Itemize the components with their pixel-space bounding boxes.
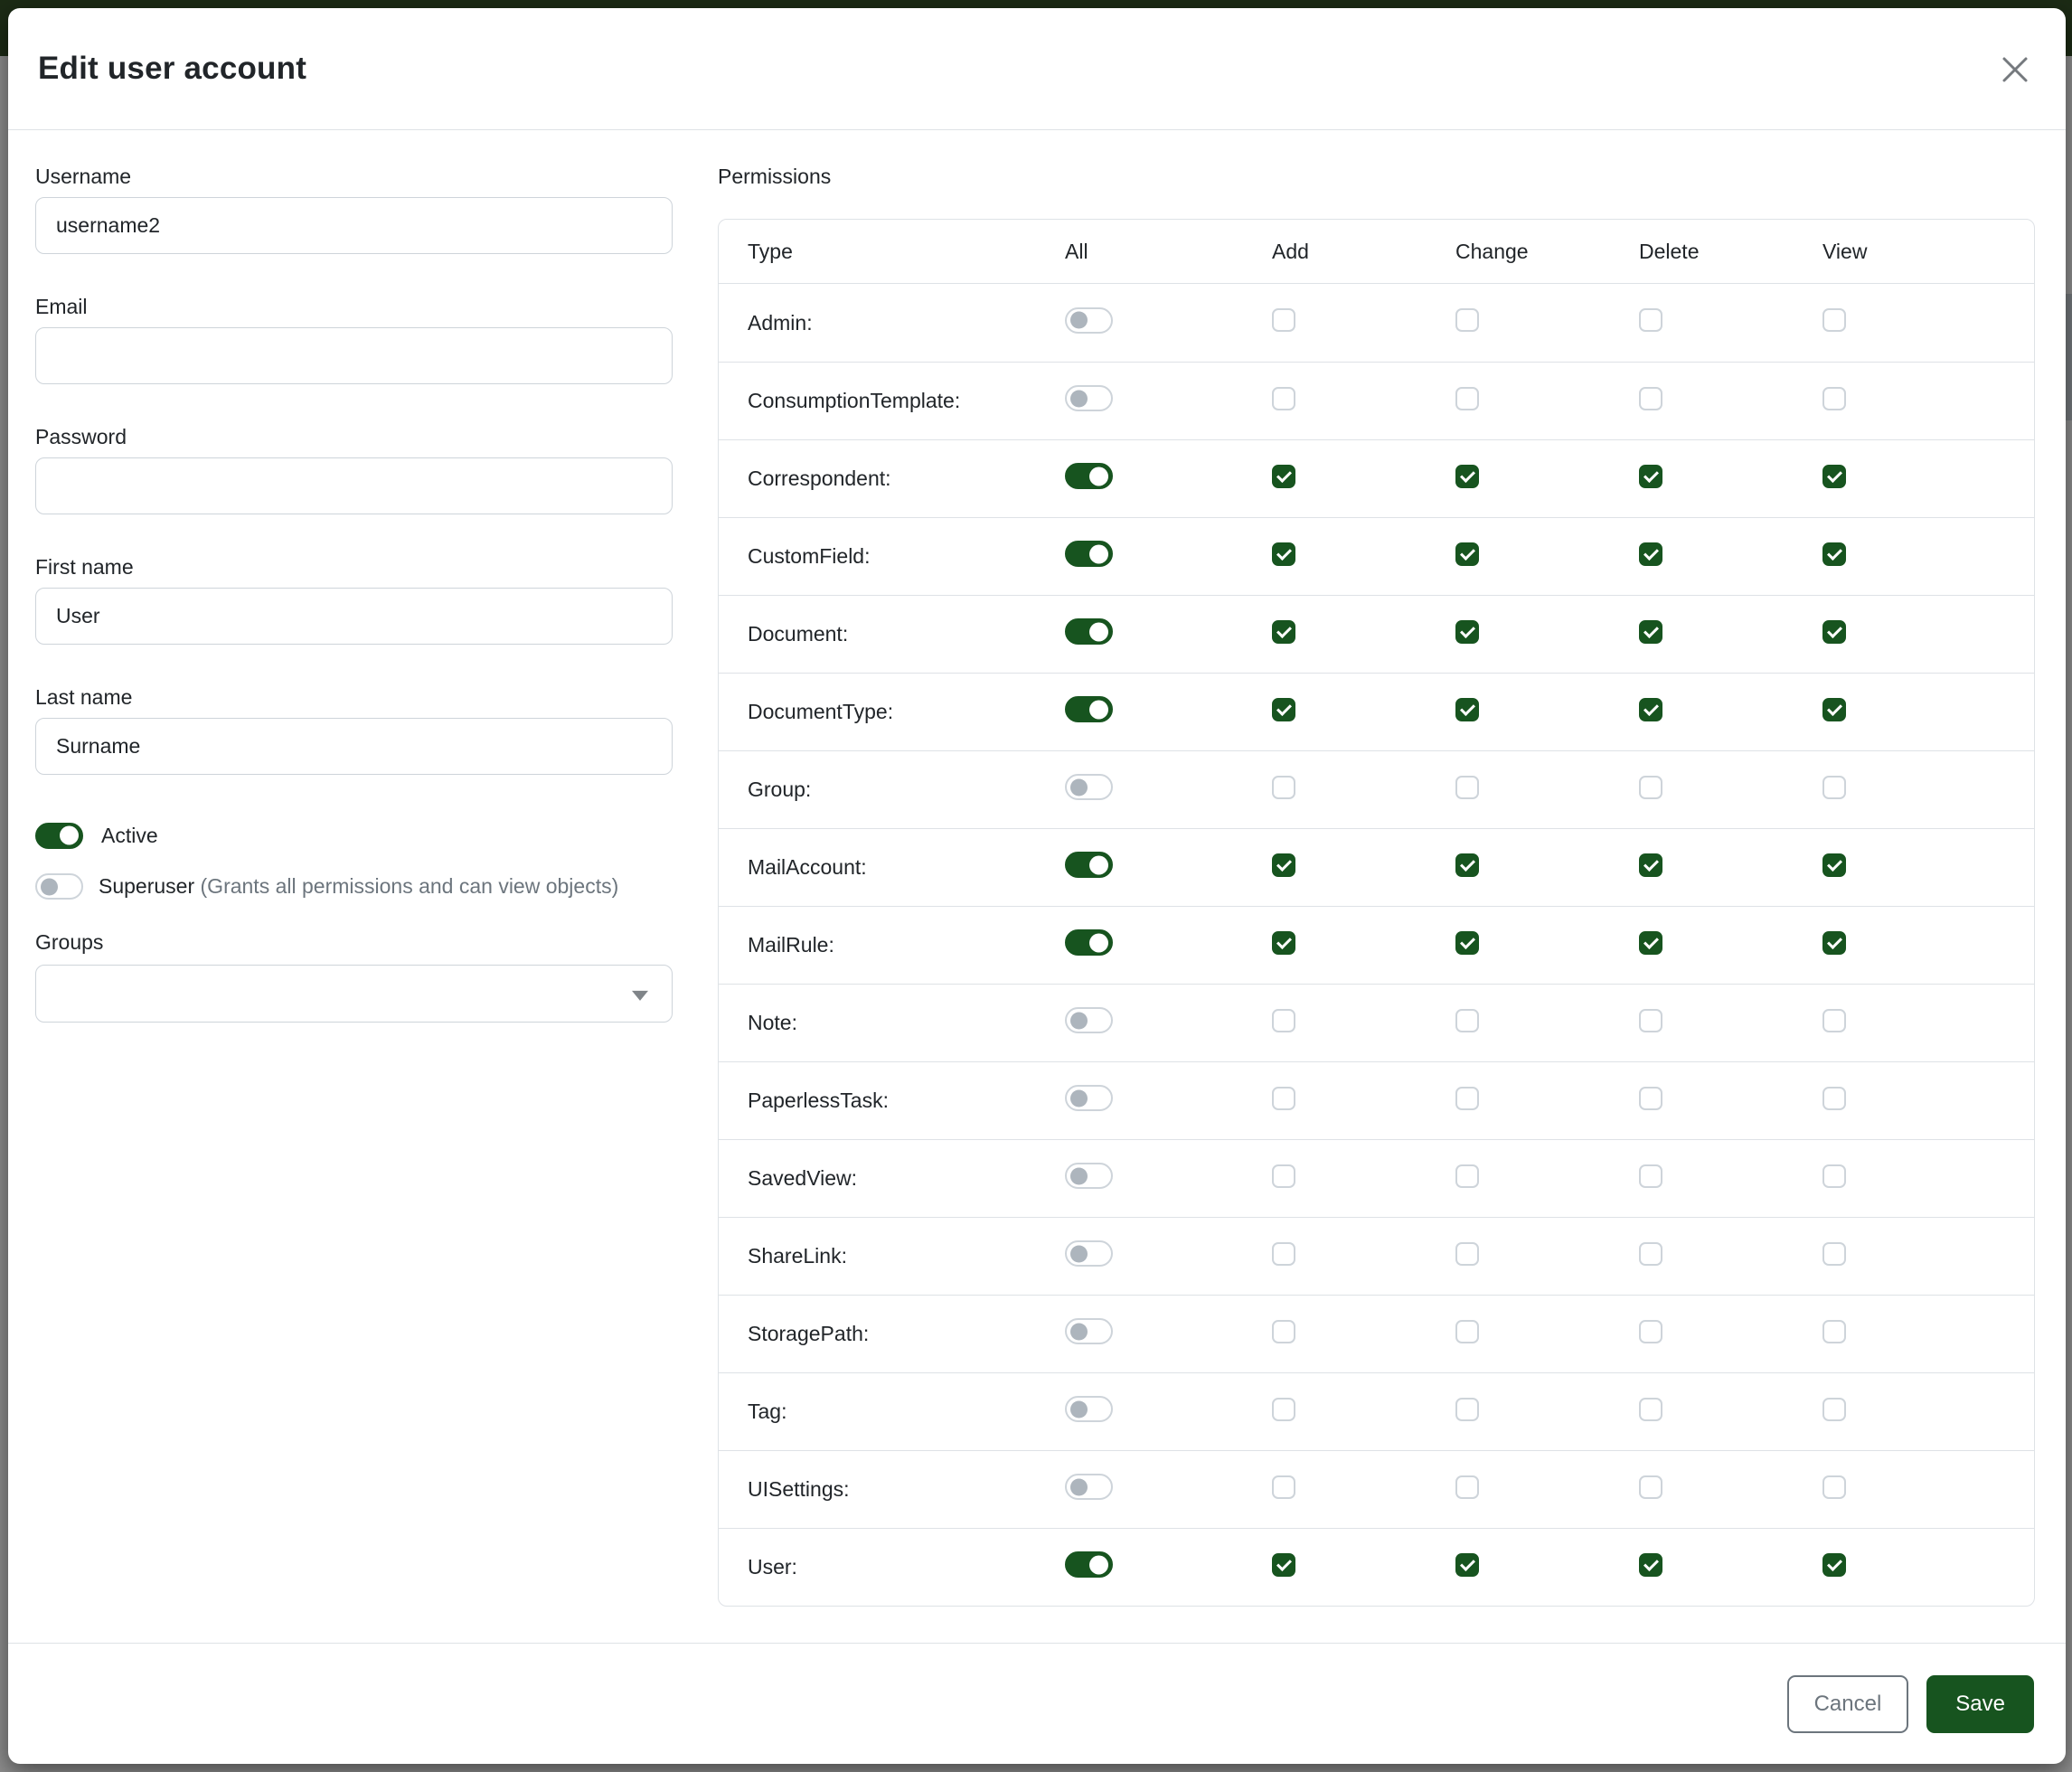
edit-user-modal (8, 8, 2066, 1764)
permission-all-toggle[interactable] (1065, 1163, 1113, 1189)
permission-add-checkbox[interactable] (1272, 1242, 1295, 1266)
groups-group (35, 928, 673, 1023)
permission-row (719, 828, 2034, 906)
permission-all-toggle[interactable] (1065, 929, 1113, 956)
permission-type-label: Correspondent: (748, 467, 891, 490)
permission-type-label: CustomField: (748, 544, 871, 568)
permission-delete-cell (1639, 465, 1822, 494)
permission-all-cell (1065, 1240, 1272, 1272)
permission-delete-checkbox[interactable] (1639, 1475, 1662, 1499)
password-field[interactable] (35, 457, 673, 514)
permission-add-checkbox[interactable] (1272, 387, 1295, 410)
permission-change-cell (1455, 1553, 1639, 1582)
toggle-knob (1070, 1012, 1088, 1029)
permission-delete-cell (1639, 1553, 1822, 1582)
permission-type-label: MailAccount: (748, 855, 867, 879)
toggle-knob (1070, 1167, 1088, 1184)
permission-all-cell (1065, 463, 1272, 495)
permission-change-checkbox[interactable] (1455, 308, 1479, 332)
column-header-all: All (1065, 239, 1088, 263)
toggle-knob (1070, 390, 1088, 407)
permission-view-cell (1822, 1164, 2034, 1193)
permission-change-cell (1455, 931, 1639, 960)
superuser-text (99, 871, 618, 901)
permission-type-label: ShareLink: (748, 1244, 847, 1268)
username-input[interactable] (35, 197, 673, 254)
permission-all-toggle[interactable] (1065, 1318, 1113, 1344)
toggle-knob (1089, 467, 1108, 485)
permission-delete-checkbox[interactable] (1639, 776, 1662, 799)
permission-view-cell (1822, 1320, 2034, 1349)
permission-view-checkbox[interactable] (1822, 1087, 1846, 1110)
permission-change-cell (1455, 1320, 1639, 1349)
toggle-knob (1070, 1478, 1088, 1495)
permission-type-label: SavedView: (748, 1166, 858, 1190)
permission-change-cell (1455, 1398, 1639, 1427)
toggle-knob (1070, 1323, 1088, 1340)
permission-type-label: ConsumptionTemplate: (748, 389, 961, 412)
permission-row (719, 517, 2034, 595)
permission-delete-cell (1639, 853, 1822, 882)
permission-add-cell (1272, 1398, 1455, 1427)
permission-delete-cell (1639, 1398, 1822, 1427)
permission-all-cell (1065, 1474, 1272, 1505)
permission-change-cell (1455, 1242, 1639, 1271)
permission-change-checkbox[interactable] (1455, 853, 1479, 877)
permission-all-toggle[interactable] (1065, 541, 1113, 567)
permission-row (719, 673, 2034, 750)
permission-delete-cell (1639, 698, 1822, 727)
permission-add-cell (1272, 1320, 1455, 1349)
permission-add-checkbox[interactable] (1272, 620, 1295, 644)
permission-change-checkbox[interactable] (1455, 542, 1479, 566)
permission-delete-cell (1639, 1320, 1822, 1349)
username-group (35, 163, 673, 254)
permission-change-cell (1455, 308, 1639, 337)
chevron-down-icon (632, 991, 648, 1001)
permission-row (719, 984, 2034, 1061)
active-row (35, 822, 673, 849)
permission-change-checkbox[interactable] (1455, 1320, 1479, 1343)
permission-view-checkbox[interactable] (1822, 1164, 1846, 1188)
permission-add-checkbox[interactable] (1272, 542, 1295, 566)
permission-view-cell (1822, 853, 2034, 882)
permission-view-cell (1822, 1009, 2034, 1038)
groups-select[interactable] (35, 965, 673, 1023)
toggle-knob (1089, 622, 1108, 641)
permission-row (719, 362, 2034, 439)
permission-delete-checkbox[interactable] (1639, 1398, 1662, 1421)
permission-change-cell (1455, 1164, 1639, 1193)
permission-all-toggle[interactable] (1065, 618, 1113, 645)
permission-row (719, 1450, 2034, 1528)
permission-delete-checkbox[interactable] (1639, 1087, 1662, 1110)
permission-row (719, 906, 2034, 984)
permission-add-cell (1272, 1164, 1455, 1193)
permission-all-toggle[interactable] (1065, 852, 1113, 878)
permission-change-checkbox[interactable] (1455, 1242, 1479, 1266)
permission-add-cell (1272, 308, 1455, 337)
permission-row (719, 1528, 2034, 1606)
permission-all-toggle[interactable] (1065, 696, 1113, 722)
permission-change-checkbox[interactable] (1455, 698, 1479, 721)
email-field[interactable] (35, 327, 673, 384)
permission-add-checkbox[interactable] (1272, 465, 1295, 488)
close-icon (1999, 53, 2031, 86)
permissions-header-row (719, 220, 2034, 284)
permission-change-checkbox[interactable] (1455, 1398, 1479, 1421)
permission-row (719, 1061, 2034, 1139)
permission-change-cell (1455, 698, 1639, 727)
permission-change-cell (1455, 1475, 1639, 1504)
permission-all-cell (1065, 307, 1272, 339)
permission-delete-checkbox[interactable] (1639, 308, 1662, 332)
permission-all-toggle[interactable] (1065, 385, 1113, 411)
permission-all-toggle[interactable] (1065, 307, 1113, 334)
save-button[interactable]: Save (1926, 1675, 2034, 1733)
permission-all-cell (1065, 385, 1272, 417)
permissions-rows (719, 284, 2034, 1606)
groups-label: Groups (35, 930, 104, 954)
permission-view-checkbox[interactable] (1822, 1475, 1846, 1499)
permission-view-checkbox[interactable] (1822, 387, 1846, 410)
permission-add-cell (1272, 853, 1455, 882)
column-header-delete: Delete (1639, 239, 1700, 263)
permission-delete-checkbox[interactable] (1639, 1242, 1662, 1266)
permission-change-cell (1455, 465, 1639, 494)
superuser-label: Superuser (99, 874, 195, 898)
permission-type-label: StoragePath: (748, 1322, 870, 1345)
toggle-knob (1089, 933, 1108, 952)
permission-delete-cell (1639, 1475, 1822, 1504)
permission-change-checkbox[interactable] (1455, 1164, 1479, 1188)
permission-delete-cell (1639, 308, 1822, 337)
permission-view-checkbox[interactable] (1822, 620, 1846, 644)
permission-add-checkbox[interactable] (1272, 931, 1295, 955)
permission-type-label: Tag: (748, 1400, 787, 1423)
permission-change-checkbox[interactable] (1455, 931, 1479, 955)
email-label: Email (35, 295, 88, 318)
permission-row (719, 1217, 2034, 1295)
permission-all-cell (1065, 1163, 1272, 1194)
permission-all-toggle[interactable] (1065, 1085, 1113, 1111)
permission-delete-checkbox[interactable] (1639, 620, 1662, 644)
modal-header (8, 8, 2066, 130)
permission-change-checkbox[interactable] (1455, 1553, 1479, 1577)
first-name-group (35, 553, 673, 645)
permission-change-cell (1455, 542, 1639, 571)
active-label: Active (101, 824, 158, 847)
permission-change-checkbox[interactable] (1455, 776, 1479, 799)
permission-type-label: User: (748, 1555, 797, 1579)
permission-delete-checkbox[interactable] (1639, 1009, 1662, 1032)
permission-change-checkbox[interactable] (1455, 1475, 1479, 1499)
column-header-add: Add (1272, 239, 1309, 263)
user-form (35, 163, 673, 1643)
modal-footer (8, 1643, 2066, 1764)
permission-row (719, 1139, 2034, 1217)
toggle-knob (1089, 1555, 1108, 1574)
toggle-knob (1070, 1400, 1088, 1418)
permission-delete-cell (1639, 1009, 1822, 1038)
permission-delete-checkbox[interactable] (1639, 542, 1662, 566)
toggle-knob (1089, 544, 1108, 563)
permission-delete-checkbox[interactable] (1639, 1164, 1662, 1188)
permission-type-label: Admin: (748, 310, 813, 335)
permission-add-checkbox[interactable] (1272, 1398, 1295, 1421)
permission-view-checkbox[interactable] (1822, 1009, 1846, 1032)
permission-view-cell (1822, 931, 2034, 960)
permission-type-label: PaperlessTask: (748, 1089, 889, 1112)
permission-delete-cell (1639, 776, 1822, 805)
permission-view-cell (1822, 1553, 2034, 1582)
permission-all-cell (1065, 1551, 1272, 1583)
toggle-knob (1070, 1245, 1088, 1262)
permission-delete-checkbox[interactable] (1639, 465, 1662, 488)
permission-type-label: Group: (748, 778, 812, 801)
permission-view-cell (1822, 1242, 2034, 1271)
permission-row (719, 284, 2034, 362)
permission-view-cell (1822, 776, 2034, 805)
permission-add-cell (1272, 698, 1455, 727)
toggle-knob (1089, 700, 1108, 719)
permission-delete-checkbox[interactable] (1639, 698, 1662, 721)
last-name-label: Last name (35, 685, 133, 709)
permission-add-checkbox[interactable] (1272, 1320, 1295, 1343)
permission-change-checkbox[interactable] (1455, 620, 1479, 644)
permission-all-cell (1065, 1007, 1272, 1039)
permission-all-toggle[interactable] (1065, 1474, 1113, 1500)
first-name-label: First name (35, 555, 134, 579)
permissions-table (718, 219, 2035, 1607)
permission-delete-checkbox[interactable] (1639, 1553, 1662, 1577)
permission-all-cell (1065, 696, 1272, 728)
permission-add-cell (1272, 1087, 1455, 1116)
permission-type-label: UISettings: (748, 1477, 850, 1501)
permissions-section-label: Permissions (718, 165, 832, 188)
permission-add-checkbox[interactable] (1272, 1009, 1295, 1032)
permission-add-cell (1272, 1242, 1455, 1271)
permission-delete-cell (1639, 1164, 1822, 1193)
permission-view-checkbox[interactable] (1822, 1398, 1846, 1421)
permission-change-cell (1455, 853, 1639, 882)
permission-change-cell (1455, 1087, 1639, 1116)
permission-all-toggle[interactable] (1065, 774, 1113, 800)
permission-view-checkbox[interactable] (1822, 542, 1846, 566)
permission-change-cell (1455, 776, 1639, 805)
permission-all-cell (1065, 1318, 1272, 1350)
permission-add-cell (1272, 931, 1455, 960)
permission-change-checkbox[interactable] (1455, 1009, 1479, 1032)
first-name-field[interactable] (35, 588, 673, 645)
permission-add-cell (1272, 542, 1455, 571)
last-name-group (35, 683, 673, 775)
permission-add-cell (1272, 620, 1455, 649)
permission-change-cell (1455, 1009, 1639, 1038)
superuser-row (35, 871, 673, 901)
permission-change-checkbox[interactable] (1455, 1087, 1479, 1110)
permission-change-cell (1455, 620, 1639, 649)
permission-view-cell (1822, 698, 2034, 727)
permission-add-cell (1272, 1475, 1455, 1504)
permission-delete-cell (1639, 931, 1822, 960)
cancel-button[interactable]: Cancel (1787, 1675, 1909, 1733)
username-label: Username (35, 165, 132, 188)
column-header-type: Type (748, 239, 793, 263)
permission-all-cell (1065, 618, 1272, 650)
permission-row (719, 750, 2034, 828)
permission-add-cell (1272, 1553, 1455, 1582)
modal-title: Edit user account (38, 51, 307, 86)
permission-delete-cell (1639, 387, 1822, 416)
permission-delete-checkbox[interactable] (1639, 387, 1662, 410)
permission-add-checkbox[interactable] (1272, 853, 1295, 877)
permission-view-cell (1822, 1087, 2034, 1116)
permission-view-cell (1822, 1475, 2034, 1504)
permission-delete-cell (1639, 1242, 1822, 1271)
modal-body (8, 130, 2066, 1643)
permission-add-checkbox[interactable] (1272, 1164, 1295, 1188)
column-header-view: View (1822, 239, 1868, 263)
permission-all-cell (1065, 1396, 1272, 1428)
toggle-knob (60, 826, 79, 845)
permission-add-cell (1272, 776, 1455, 805)
toggle-knob (1070, 1089, 1088, 1107)
permission-all-cell (1065, 929, 1272, 961)
permission-view-checkbox[interactable] (1822, 698, 1846, 721)
permission-view-checkbox[interactable] (1822, 465, 1846, 488)
toggle-knob (41, 878, 58, 895)
permission-view-cell (1822, 542, 2034, 571)
permission-view-cell (1822, 1398, 2034, 1427)
permissions-section (718, 163, 2035, 1643)
toggle-knob (1089, 855, 1108, 874)
close-button[interactable] (1997, 52, 2033, 88)
permission-row (719, 1295, 2034, 1372)
email-group (35, 293, 673, 384)
background-scrollbar-thumb (2066, 294, 2072, 420)
permission-all-cell (1065, 1085, 1272, 1117)
permission-view-checkbox[interactable] (1822, 308, 1846, 332)
permission-add-checkbox[interactable] (1272, 776, 1295, 799)
permission-view-checkbox[interactable] (1822, 1320, 1846, 1343)
permission-view-checkbox[interactable] (1822, 1553, 1846, 1577)
permission-view-cell (1822, 387, 2034, 416)
superuser-toggle[interactable] (35, 873, 83, 900)
superuser-hint: (Grants all permissions and can view objects) (200, 874, 619, 898)
permission-all-toggle[interactable] (1065, 463, 1113, 489)
permission-all-toggle[interactable] (1065, 1007, 1113, 1033)
permission-all-toggle[interactable] (1065, 1551, 1113, 1578)
permission-add-checkbox[interactable] (1272, 308, 1295, 332)
permission-delete-cell (1639, 1087, 1822, 1116)
permission-all-cell (1065, 852, 1272, 883)
permission-all-cell (1065, 774, 1272, 806)
permission-add-checkbox[interactable] (1272, 698, 1295, 721)
permission-type-label: MailRule: (748, 933, 834, 957)
password-label: Password (35, 425, 127, 448)
permission-change-checkbox[interactable] (1455, 465, 1479, 488)
permission-view-cell (1822, 308, 2034, 337)
column-header-change: Change (1455, 239, 1529, 263)
permission-row (719, 1372, 2034, 1450)
permission-view-cell (1822, 620, 2034, 649)
permission-change-cell (1455, 387, 1639, 416)
permission-view-checkbox[interactable] (1822, 1242, 1846, 1266)
permission-type-label: Note: (748, 1011, 797, 1034)
permission-all-cell (1065, 541, 1272, 572)
permission-view-cell (1822, 465, 2034, 494)
permission-delete-checkbox[interactable] (1639, 853, 1662, 877)
permission-row (719, 595, 2034, 673)
permission-view-checkbox[interactable] (1822, 776, 1846, 799)
permission-change-checkbox[interactable] (1455, 387, 1479, 410)
toggle-knob (1070, 778, 1088, 796)
permission-view-checkbox[interactable] (1822, 931, 1846, 955)
password-group (35, 423, 673, 514)
permission-add-cell (1272, 1009, 1455, 1038)
permission-delete-checkbox[interactable] (1639, 931, 1662, 955)
permission-add-checkbox[interactable] (1272, 1475, 1295, 1499)
permission-delete-checkbox[interactable] (1639, 1320, 1662, 1343)
active-toggle[interactable] (35, 823, 83, 849)
last-name-field[interactable] (35, 718, 673, 775)
permission-add-checkbox[interactable] (1272, 1087, 1295, 1110)
permission-add-checkbox[interactable] (1272, 1553, 1295, 1577)
permission-add-cell (1272, 465, 1455, 494)
permission-view-checkbox[interactable] (1822, 853, 1846, 877)
permission-all-toggle[interactable] (1065, 1240, 1113, 1267)
permission-row (719, 439, 2034, 517)
permission-type-label: DocumentType: (748, 700, 894, 723)
permission-delete-cell (1639, 542, 1822, 571)
permission-add-cell (1272, 387, 1455, 416)
permission-type-label: Document: (748, 622, 849, 646)
permission-delete-cell (1639, 620, 1822, 649)
permission-all-toggle[interactable] (1065, 1396, 1113, 1422)
toggle-knob (1070, 312, 1088, 329)
